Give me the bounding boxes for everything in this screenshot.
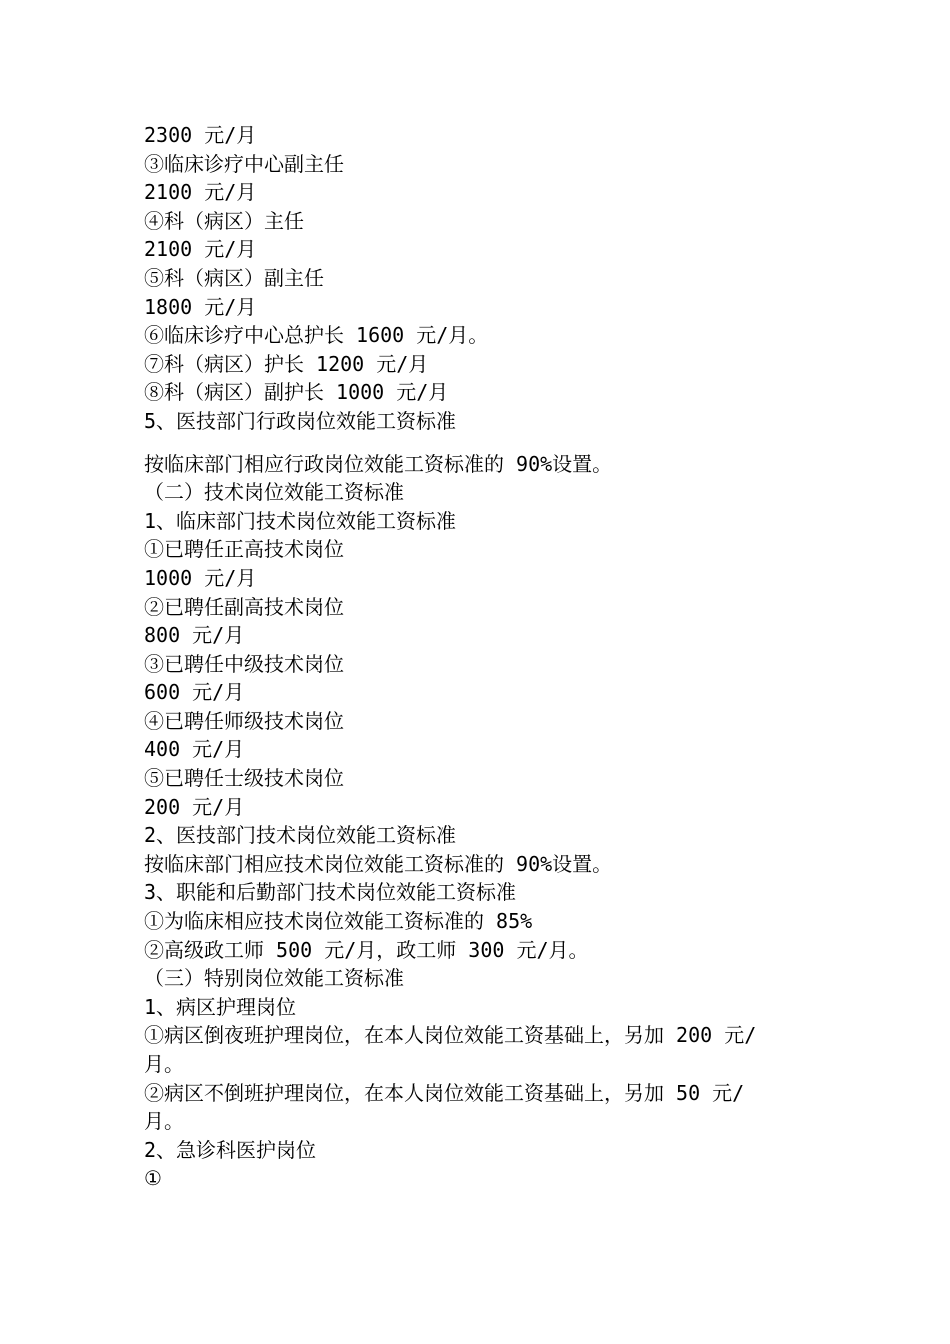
text-line: ⑥临床诊疗中心总护长 1600 元/月。 bbox=[144, 323, 489, 348]
text-line: ⑧科（病区）副护长 1000 元/月 bbox=[144, 380, 449, 405]
text-line: ① bbox=[144, 1166, 162, 1191]
section-heading: 2、急诊科医护岗位 bbox=[144, 1137, 317, 1162]
text-line: ⑤科（病区）副主任 bbox=[144, 265, 324, 290]
section-heading: 5、医技部门行政岗位效能工资标准 bbox=[144, 408, 457, 433]
text-line: 1800 元/月 bbox=[144, 294, 257, 319]
text-line: 200 元/月 bbox=[144, 794, 245, 819]
text-line: ①病区倒夜班护理岗位，在本人岗位效能工资基础上，另加 200 元/ bbox=[144, 1023, 757, 1048]
text-line: ④科（病区）主任 bbox=[144, 208, 304, 233]
text-line: 1000 元/月 bbox=[144, 565, 257, 590]
text-line: 800 元/月 bbox=[144, 623, 245, 648]
text-line: ②病区不倒班护理岗位，在本人岗位效能工资基础上，另加 50 元/ bbox=[144, 1080, 745, 1105]
text-line: ①已聘任正高技术岗位 bbox=[144, 537, 344, 562]
text-line: ②高级政工师 500 元/月，政工师 300 元/月。 bbox=[144, 937, 589, 962]
section-heading: 3、职能和后勤部门技术岗位效能工资标准 bbox=[144, 880, 517, 905]
section-heading: （二）技术岗位效能工资标准 bbox=[144, 480, 404, 505]
text-line: ③临床诊疗中心副主任 bbox=[144, 151, 344, 176]
text-line: 2100 元/月 bbox=[144, 237, 257, 262]
text-line: ③已聘任中级技术岗位 bbox=[144, 651, 344, 676]
text-line: 400 元/月 bbox=[144, 737, 245, 762]
text-line: 2300 元/月 bbox=[144, 123, 257, 147]
section-heading: （三）特别岗位效能工资标准 bbox=[144, 966, 404, 991]
section-heading: 1、临床部门技术岗位效能工资标准 bbox=[144, 508, 457, 533]
document-body bbox=[144, 121, 814, 1193]
text-line: ⑤已聘任士级技术岗位 bbox=[144, 766, 344, 791]
text-line: 600 元/月 bbox=[144, 680, 245, 705]
text-line: 月。 bbox=[144, 1109, 184, 1134]
text-line: ①为临床相应技术岗位效能工资标准的 85% bbox=[144, 909, 533, 934]
text-line: 月。 bbox=[144, 1052, 184, 1076]
text-line: ④已聘任师级技术岗位 bbox=[144, 708, 344, 733]
text-line: ②已聘任副高技术岗位 bbox=[144, 594, 344, 619]
text-line: ⑦科（病区）护长 1200 元/月 bbox=[144, 351, 429, 376]
text-line: 2100 元/月 bbox=[144, 180, 257, 205]
text-line: 按临床部门相应技术岗位效能工资标准的 90%设置。 bbox=[144, 851, 613, 876]
text-line: 按临床部门相应行政岗位效能工资标准的 90%设置。 bbox=[144, 451, 613, 476]
section-heading: 2、医技部门技术岗位效能工资标准 bbox=[144, 823, 457, 848]
section-heading: 1、病区护理岗位 bbox=[144, 994, 297, 1019]
